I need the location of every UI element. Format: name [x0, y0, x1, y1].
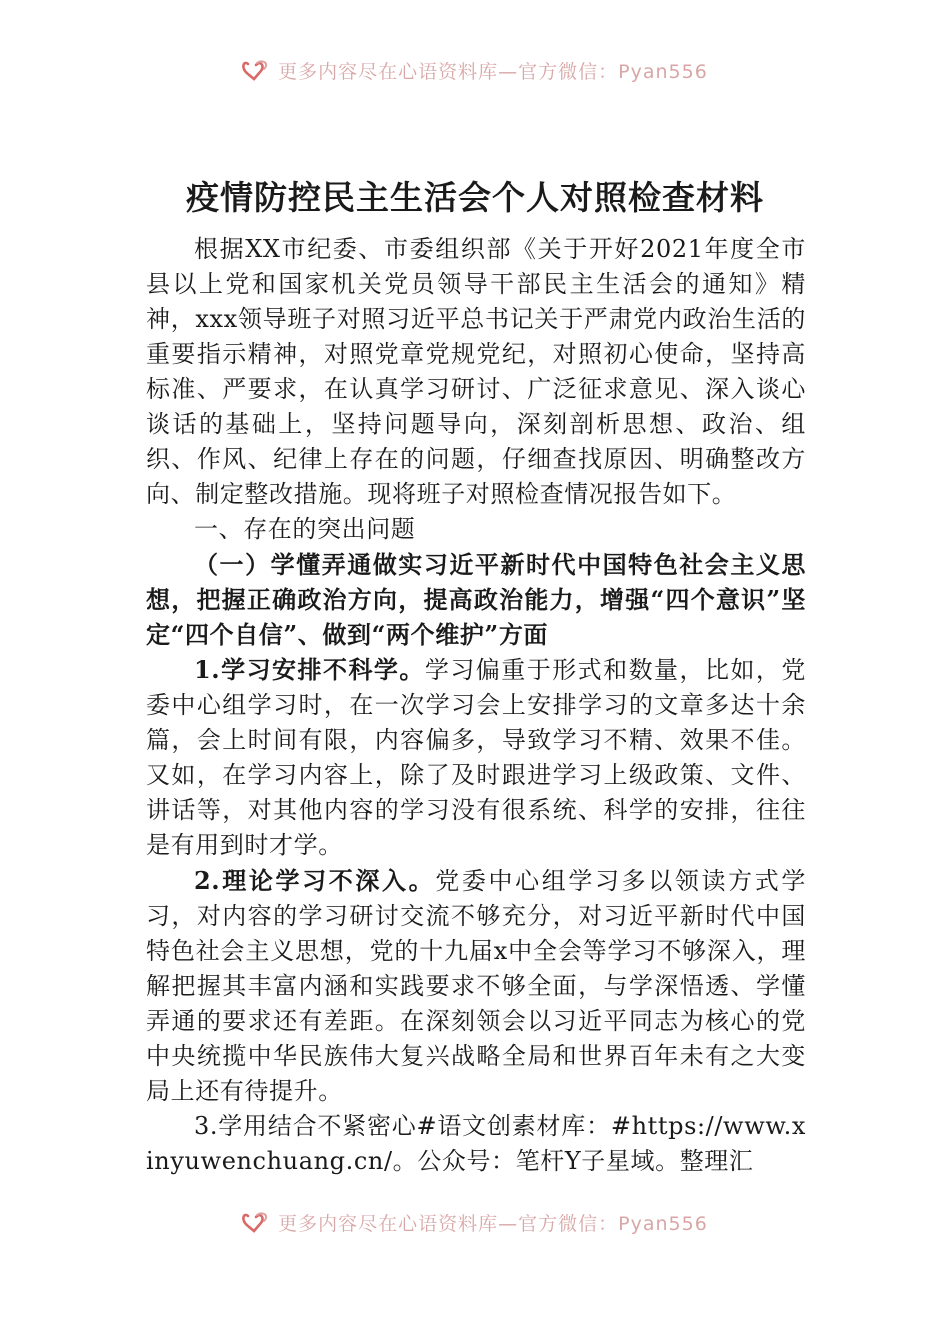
item-paragraph-2: [146, 863, 806, 1109]
item-body-1: 学习偏重于形式和数量，比如，党委中心组学习时，在一次学习会上安排学习的文章多达十余篇，会上时间有限，内容偏多，导致学习不精、效果不佳。又如，在学习内容上，除了及时跟进学习上级政策、文件、讲话等，对其他内容的学习没有很系统、科学的安排，往往是有用到时才学。: [146, 656, 806, 859]
item-title-2: 2.理论学习不深入。: [194, 866, 436, 895]
document-body: [146, 232, 806, 1179]
document-title: 疫情防控民主生活会个人对照检查材料: [186, 178, 764, 217]
intro-paragraph: 根据XX市纪委、市委组织部《关于开好2021年度全市县以上党和国家机关党员领导干部民主生活会的通知》精神，xxx领导班子对照习近平总书记关于严肃党内政治生活的重要指示精神，对照党章党规党纪，对照初心使命，坚持高标准、严要求，在认真学习研讨、广泛征求意见、深入谈心谈话的基础上，坚持问题导向，深刻剖析思想、政治、组织、作风、纪律上存在的问题，仔细查找原因、明确整改方向、制定整改措施。现将班子对照检查情况报告如下。: [146, 235, 806, 508]
bottom-watermark-banner: [0, 1202, 950, 1242]
item-paragraph-3: 3.学用结合不紧密心#语文创素材库：#https://www.xinyuwenchuang.cn/。公众号：笔杆Y子星域。整理汇: [146, 1112, 806, 1175]
top-watermark-text: 更多内容尽在心语资料库—官方微信：Pyan556: [278, 60, 708, 83]
item-title-1: 1.学习安排不科学。: [194, 655, 425, 684]
heart-swirl-logo-icon: [242, 58, 272, 82]
item-body-2: 党委中心组学习多以领读方式学习，对内容的学习研讨交流不够充分，对习近平新时代中国特色社会主义思想，党的十九届x中全会等学习不够深入，理解把握其丰富内涵和实践要求不够全面，与学深悟透、学懂弄通的要求还有差距。在深刻领会以习近平同志为核心的党中央统揽中华民族伟大复兴战略全局和世界百年未有之大变局上还有待提升。: [146, 867, 806, 1105]
item-paragraph-1: [146, 652, 806, 863]
heart-swirl-logo-icon: [242, 1210, 272, 1234]
section-heading-1: 一、存在的突出问题: [194, 515, 416, 543]
bottom-watermark-text: 更多内容尽在心语资料库—官方微信：Pyan556: [278, 1212, 708, 1235]
top-watermark-banner: [0, 50, 950, 90]
subsection-heading-1: （一）学懂弄通做实习近平新时代中国特色社会主义思想，把握正确政治方向，提高政治能力，增强“四个意识”坚定“四个自信”、做到“两个维护”方面: [146, 550, 806, 649]
